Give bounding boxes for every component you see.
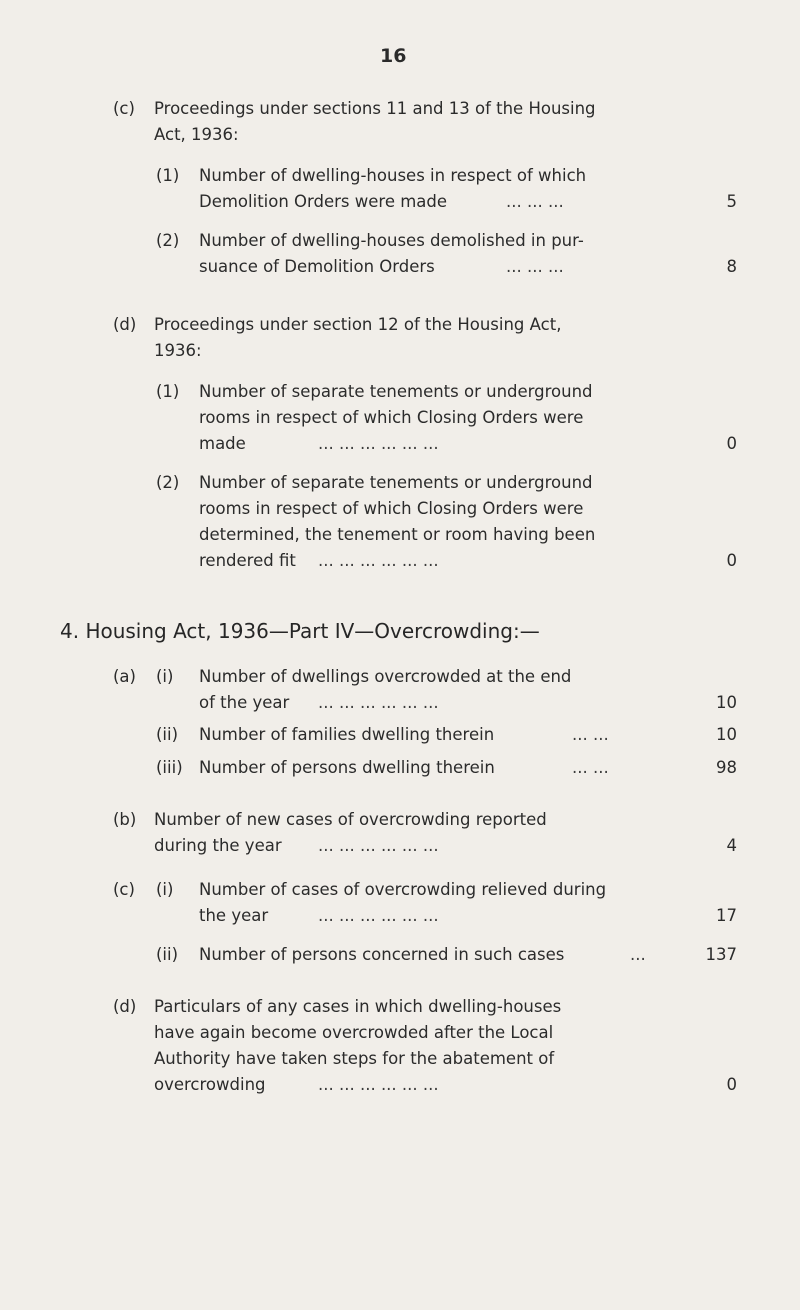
section-c-item1-line1: Number of dwelling-houses in respect of which — [199, 166, 587, 185]
dwellings-overcrowded-value: 10 — [716, 693, 737, 712]
demolished-houses-value: 8 — [726, 257, 737, 276]
section-4c-marker: (c) — [113, 880, 135, 899]
leader-dots: ... ... ... ... ... ... — [318, 1075, 439, 1094]
closing-orders-made-value: 0 — [726, 434, 737, 453]
section-c-text-line1: Proceedings under sections 11 and 13 of the Housing — [154, 99, 596, 118]
leader-dots: ... ... ... ... ... ... — [318, 434, 439, 453]
section-c-item2-line1: Number of dwelling-houses demolished in pur- — [199, 231, 584, 250]
leader-dots: ... — [630, 945, 646, 964]
leader-dots: ... ... ... ... ... ... — [318, 906, 439, 925]
section-4c-ii-marker: (ii) — [156, 945, 179, 964]
persons-dwelling-value: 98 — [716, 758, 737, 777]
leader-dots: ... ... — [572, 758, 609, 777]
section-d-item2-line3: determined, the tenement or room having been — [199, 525, 596, 544]
persons-concerned-value: 137 — [705, 945, 737, 964]
section-4c-i-line2: the year — [199, 906, 269, 925]
section-c-item1-marker: (1) — [156, 166, 180, 185]
leader-dots: ... ... — [572, 725, 609, 744]
section-d-item1-line1: Number of separate tenements or underground — [199, 382, 593, 401]
demolition-orders-value: 5 — [726, 192, 737, 211]
section-d-item2-line1: Number of separate tenements or underground — [199, 473, 593, 492]
again-overcrowded-value: 0 — [726, 1075, 737, 1094]
section-d-text-line1: Proceedings under section 12 of the Housing Act, — [154, 315, 562, 334]
section-d-item2-line2: rooms in respect of which Closing Orders were — [199, 499, 584, 518]
section-4a-i-marker: (i) — [156, 667, 174, 686]
section-4b-line2: during the year — [154, 836, 282, 855]
leader-dots: ... ... ... — [506, 257, 564, 276]
section-c-item2-line2: suance of Demolition Orders — [199, 257, 435, 276]
page-number: 16 — [380, 45, 407, 67]
section-4a-marker: (a) — [113, 667, 136, 686]
new-overcrowding-cases-value: 4 — [726, 836, 737, 855]
section-4b-line1: Number of new cases of overcrowding reported — [154, 810, 547, 829]
section-c-item2-marker: (2) — [156, 231, 180, 250]
section-d-item2-marker: (2) — [156, 473, 180, 492]
section-4a-iii-marker: (iii) — [156, 758, 183, 777]
section-4a-i-line2: of the year — [199, 693, 290, 712]
section-c-item1-line2: Demolition Orders were made — [199, 192, 448, 211]
section-4d-line2: have again become overcrowded after the Local — [154, 1023, 554, 1042]
leader-dots: ... ... ... — [506, 192, 564, 211]
section-4d-line4: overcrowding — [154, 1075, 266, 1094]
section-d-item1-line3: made — [199, 434, 246, 453]
section-d-item1-marker: (1) — [156, 382, 180, 401]
section-4a-ii-line1: Number of families dwelling therein — [199, 725, 495, 744]
leader-dots: ... ... ... ... ... ... — [318, 551, 439, 570]
section-4-heading: 4. Housing Act, 1936—Part IV—Overcrowding:— — [60, 619, 540, 643]
section-4a-iii-line1: Number of persons dwelling therein — [199, 758, 495, 777]
closing-orders-determined-value: 0 — [726, 551, 737, 570]
section-4a-ii-marker: (ii) — [156, 725, 179, 744]
families-dwelling-value: 10 — [716, 725, 737, 744]
section-4b-marker: (b) — [113, 810, 137, 829]
section-4a-i-line1: Number of dwellings overcrowded at the end — [199, 667, 572, 686]
section-4c-i-line1: Number of cases of overcrowding relieved during — [199, 880, 607, 899]
section-d-marker: (d) — [113, 315, 137, 334]
section-4d-marker: (d) — [113, 997, 137, 1016]
section-4d-line1: Particulars of any cases in which dwelling-houses — [154, 997, 562, 1016]
section-d-item1-line2: rooms in respect of which Closing Orders were — [199, 408, 584, 427]
leader-dots: ... ... ... ... ... ... — [318, 693, 439, 712]
leader-dots: ... ... ... ... ... ... — [318, 836, 439, 855]
section-4c-i-marker: (i) — [156, 880, 174, 899]
section-4c-ii-line1: Number of persons concerned in such cases — [199, 945, 565, 964]
section-c-marker: (c) — [113, 99, 135, 118]
cases-relieved-value: 17 — [716, 906, 737, 925]
section-c-text-line2: Act, 1936: — [154, 125, 239, 144]
section-d-item2-line4: rendered fit — [199, 551, 296, 570]
section-4d-line3: Authority have taken steps for the abatement of — [154, 1049, 555, 1068]
section-d-text-line2: 1936: — [154, 341, 202, 360]
